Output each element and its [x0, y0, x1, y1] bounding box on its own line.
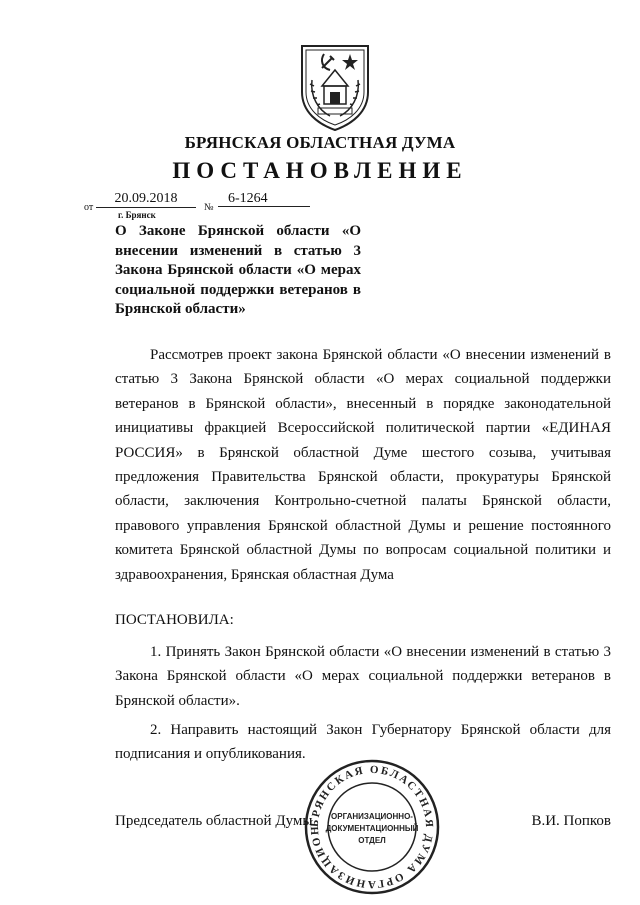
stamp-center-line-1: ОРГАНИЗАЦИОННО- — [331, 812, 413, 821]
organization-name: БРЯНСКАЯ ОБЛАСТНАЯ ДУМА — [184, 133, 456, 152]
preamble-paragraph: Рассмотрев проект закона Брянской области «О внесении изменений в статью 3 Закона Брянской области «О мерах социальной поддержки ветеранов в Брянской области», внесенный в порядке законодательной инициативы фракцией Всероссийской политической партии «ЕДИНАЯ РОССИЯ» в Брянской областной Думе шестого созыва, учитывая предложения Правительства Брянской области, прокуратуры Брянской области, заключения Контрольно-счетной палаты Брянской области, правового управления Брянской областной Думы и решение постоянного комитета Брянской областной Думы по вопросам социальной политики и здравоохранения, Брянская областная Дума — [115, 347, 611, 583]
stamp-center-line-3: ОТДЕЛ — [358, 836, 386, 845]
official-stamp — [302, 757, 442, 897]
coat-of-arms-emblem — [296, 40, 374, 132]
document-date: 20.09.2018 — [96, 191, 196, 208]
stamp-ring-text: БРЯНСКАЯ ОБЛАСТНАЯ ДУМА ОРГАНИЗАЦИОН — [308, 763, 436, 891]
bryansk-coat-of-arms-icon — [296, 40, 374, 132]
document-type-title: ПОСТАНОВЛЕНИЕ — [172, 158, 468, 183]
resolution-heading: ПОСТАНОВИЛА: — [115, 612, 234, 628]
document-subject: О Законе Брянской области «О внесении изменений в статью 3 Закона Брянской области «О мерах социальной поддержки ветеранов в Брянской области» — [115, 223, 361, 317]
resolution-item-1: 1. Принять Закон Брянской области «О внесении изменений в статью 3 Закона Брянской области «О мерах социальной поддержки ветеранов в Брянской области». — [115, 644, 611, 709]
city-label: г. Брянск — [118, 210, 156, 220]
resolution-item-2: 2. Направить настоящий Закон Губернатору Брянской области для подписания и опубликования. — [115, 722, 611, 763]
date-prefix: от — [84, 202, 94, 213]
signatory-name: В.И. Попков — [531, 813, 611, 829]
number-prefix: № — [204, 202, 214, 213]
stamp-center-line-2: ДОКУМЕНТАЦИОННЫЙ — [325, 824, 419, 833]
document-number: 6-1264 — [218, 191, 310, 207]
signatory-position: Председатель областной Думы — [115, 813, 313, 829]
